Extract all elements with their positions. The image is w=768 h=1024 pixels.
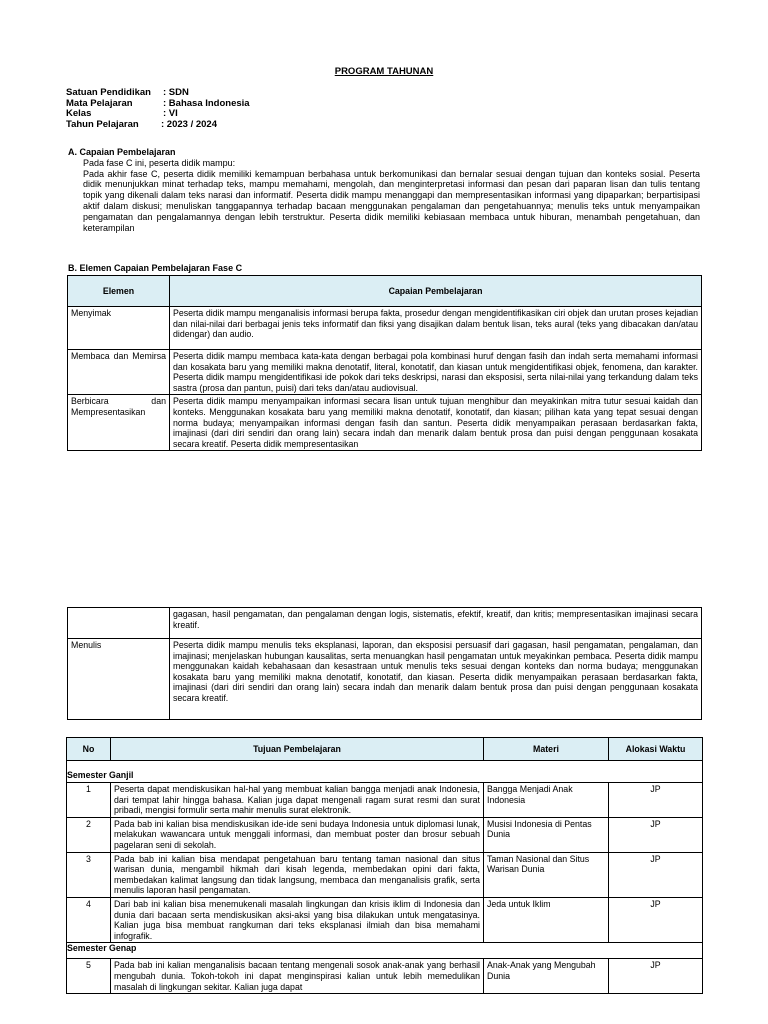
info-row-tahun — [66, 120, 250, 131]
section-a-intro: Pada fase C ini, peserta didik mampu: — [83, 157, 236, 168]
alokasi-cell: JP — [609, 817, 703, 852]
alokasi-cell: JP — [609, 852, 703, 897]
info-value: : VI — [163, 108, 178, 119]
info-label: Satuan Pendidikan — [66, 87, 151, 98]
info-row-kelas — [66, 109, 250, 120]
alokasi-cell: JP — [609, 897, 703, 942]
materi-cell: Anak-Anak yang Mengubah Dunia — [484, 959, 609, 994]
info-label: Tahun Pelajaran — [66, 118, 139, 130]
elemen-cell: Menulis — [68, 639, 170, 720]
materi-cell: Musisi Indonesia di Pentas Dunia — [484, 817, 609, 852]
info-value: : SDN — [163, 87, 189, 98]
semester-ganjil-row — [67, 761, 703, 783]
alokasi-cell: JP — [609, 783, 703, 818]
table-row — [68, 350, 702, 395]
materi-cell: Taman Nasional dan Situs Warisan Dunia — [484, 852, 609, 897]
elemen-cell-empty — [68, 608, 170, 639]
elemen-cell: Menyimak — [68, 307, 170, 350]
table-row — [67, 852, 703, 897]
no-cell: 3 — [67, 852, 111, 897]
capaian-cell: Peserta didik mampu menganalisis informasi berupa fakta, prosedur dengan mengidentifikasikan ciri objek dan urutan proses kejadian dan nilai-nilai dari berbagai jenis teks informatif dan fiksi yang disajikan dalam bentuk lisan, teks aural (teks yang dibacakan dan/atau didengar) dan audio. — [170, 307, 702, 350]
info-label: Mata Pelajaran — [66, 97, 133, 109]
table-row — [67, 783, 703, 818]
info-row-satuan — [66, 88, 250, 99]
tujuan-cell: Pada bab ini kalian bisa mendiskusikan ide-ide seni budaya Indonesia untuk diplomasi lunak, melakukan wawancara untuk menggali informasi, dan membuat poster dan brosur sebuah pagelaran seni di sekolah. — [111, 817, 484, 852]
document-title: PROGRAM TAHUNAN — [334, 66, 434, 77]
table-row — [68, 395, 702, 451]
capaian-cell: Peserta didik mampu menulis teks eksplanasi, laporan, dan eksposisi persuasif dari gagasan, hasil pengamatan, pengalaman, dan imajinasi; menjelaskan hubungan kausalitas, serta menuangkan hasil pengamatan untuk meyakinkan pembaca. Peserta didik mampu menggunakan kaidah kebahasaan dan kesastraan untuk menulis teks sesuai dengan konteks dan norma budaya; menggunakan kosakata baru yang memiliki makna denotatif, konotatif, dan kiasan. Peserta didik menyampaikan perasaan berdasarkan fakta, imajinasi (dari diri sendiri dan orang lain) secara indah dan menarik dalam bentuk prosa dan puisi dengan penggunaan kosakata secara kreatif. — [170, 639, 702, 720]
col-capaian-header: Capaian Pembelajaran — [170, 276, 702, 307]
col-alokasi-header: Alokasi Waktu — [609, 738, 703, 761]
no-cell: 5 — [67, 959, 111, 994]
info-label: Kelas — [66, 108, 92, 119]
capaian-cell: Peserta didik mampu menyampaikan informasi secara lisan untuk tujuan menghibur dan meyakinkan mitra tutur sesuai kaidah dan konteks. Menggunakan kosakata baru yang memiliki makna denotatif, konotatif, dan kiasan; pilihan kata yang tepat sesuai dengan norma budaya; menyampaikan informasi dengan fasih dan santun. Peserta didik menyampaikan perasaan berdasarkan fakta, imajinasi (dari diri sendiri dan orang lain) secara indah dan menarik dalam bentuk prosa dan puisi dengan penggunaan kosakata secara kreatif. Peserta didik mempresentasikan — [170, 395, 702, 451]
section-a-heading: A. Capaian Pembelajaran — [68, 147, 176, 157]
no-cell: 2 — [67, 817, 111, 852]
table-row — [68, 639, 702, 720]
elemen-table-header — [68, 276, 702, 307]
table-row — [67, 959, 703, 994]
tujuan-cell: Dari bab ini kalian bisa menemukenali masalah lingkungan dan krisis iklim di Indonesia dan dunia dari bacaan serta mendiskusikan aksi-aksi yang bisa dilakukan untuk mengatasinya. Kalian juga bisa membuat rangkuman dari teks eksplanasi ilmiah dan bisa memahami infografik. — [111, 897, 484, 942]
col-no-header: No — [67, 738, 111, 761]
elemen-table — [67, 275, 702, 451]
table-row — [68, 608, 702, 639]
tujuan-pembelajaran-table — [66, 737, 703, 994]
semester-genap-row — [67, 943, 703, 959]
section-a — [68, 147, 700, 233]
no-cell: 1 — [67, 783, 111, 818]
info-value: : 2023 / 2024 — [161, 118, 217, 130]
alokasi-cell: JP — [609, 959, 703, 994]
tujuan-cell: Pada bab ini kalian menganalisis bacaan tentang mengenali sosok anak-anak yang berhasil mengubah dunia. Tokoh-tokoh ini dapat menginspirasi kalian untuk lebih memedulikan masalah di lingkungan sekitar. Kalian juga dapat — [111, 959, 484, 994]
elemen-table-continued — [67, 607, 702, 720]
capaian-cell: Peserta didik mampu membaca kata-kata dengan berbagai pola kombinasi huruf dengan fasih dan indah serta memahami informasi dan kosakata baru yang memiliki makna denotatif, literal, konotatif, dan kiasan untuk mengidentifikasi objek, fenomena, dan karakter. Peserta didik mampu mengidentifikasi ide pokok dari teks deskripsi, narasi dan eksposisi, serta nilai-nilai yang terkandung dalam teks sastra (prosa dan pantun, puisi) dari teks dan/atau audiovisual. — [170, 350, 702, 395]
tujuan-cell: Peserta dapat mendiskusikan hal-hal yang membuat kalian bangga menjadi anak Indonesia, dari tempat lahir hingga bahasa. Kalian juga dapat mengenali ragam surat resmi dan surat pribadi, mengisi formulir serta mahir menulis surat elektronik. — [111, 783, 484, 818]
elemen-cell: Membaca dan Memirsa — [68, 350, 170, 395]
table-row — [68, 307, 702, 350]
section-b-heading: B. Elemen Capaian Pembelajaran Fase C — [68, 263, 243, 273]
identity-block — [66, 88, 250, 130]
table-row — [67, 897, 703, 942]
table-row — [67, 817, 703, 852]
tp-table-header — [67, 738, 703, 761]
semester-genap-label: Semester Genap — [67, 943, 703, 959]
materi-cell: Jeda untuk Iklim — [484, 897, 609, 942]
capaian-cell: gagasan, hasil pengamatan, dan pengalaman dengan logis, sistematis, efektif, kreatif, dan kritis; mempresentasikan imajinasi secara kreatif. — [170, 608, 702, 639]
info-value: : Bahasa Indonesia — [163, 97, 250, 109]
col-tujuan-header: Tujuan Pembelajaran — [111, 738, 484, 761]
materi-cell: Bangga Menjadi Anak Indonesia — [484, 783, 609, 818]
col-elemen-header: Elemen — [68, 276, 170, 307]
info-row-mapel — [66, 99, 250, 110]
elemen-cell: Berbicara dan Mempresentasikan — [68, 395, 170, 451]
section-a-body: Pada akhir fase C, peserta didik memiliki kemampuan berbahasa untuk berkomunikasi dan bernalar sesuai dengan tujuan dan konteks sosial. Peserta didik menunjukkan minat terhadap teks, mampu memahami, mengolah, dan menginterpretasi informasi dan pesan dari paparan lisan dan tulis tentang topik yang dikenali dalam teks narasi dan informatif. Peserta didik mampu menanggapi dan mempresentasikan informasi yang dipaparkan; berpartisipasi aktif dalam diskusi; menuliskan tanggapannya terhadap bacaan menggunakan pengalaman dan pengetahuannya; menulis teks untuk menyampaikan pengamatan dan pengalamannya dengan lebih terstruktur. Peserta didik memiliki kebiasaan membaca untuk hiburan, menambah pengetahuan, dan keterampilan — [83, 168, 700, 233]
no-cell: 4 — [67, 897, 111, 942]
col-materi-header: Materi — [484, 738, 609, 761]
semester-ganjil-label: Semester Ganjil — [67, 761, 703, 783]
tujuan-cell: Pada bab ini kalian bisa mendapat pengetahuan baru tentang taman nasional dan situs warisan dunia, mengambil hikmah dari kisah legenda, membedakan opini dari fakta, membedakan kalimat langsung dan tidak langsung, membaca dan menganalisis grafik, serta menulis laporan hasil pengamatan. — [111, 852, 484, 897]
